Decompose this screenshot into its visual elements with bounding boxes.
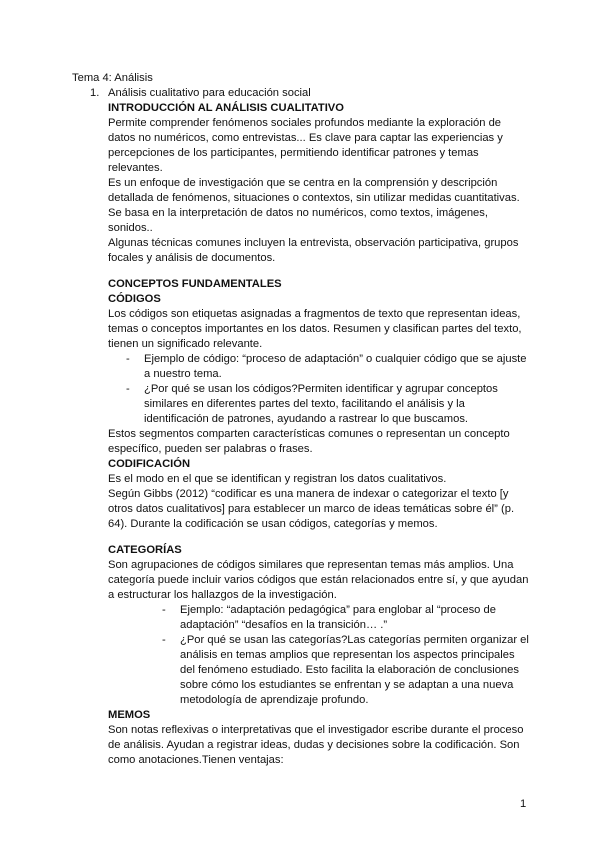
codigos-bullet-line: identificación de patrones, ayudando a rastrear lo que buscamos. — [144, 413, 469, 425]
intro-line: datos no numéricos, como entrevistas... Es clave para captar las experiencias y — [108, 132, 503, 144]
categorias-bullet-line: del fenómeno estudiado. Esto facilita la elaboración de conclusiones — [180, 664, 519, 676]
codigos-line: temas o conceptos importantes en los datos. Resumen y clasifican partes del texto, — [108, 323, 522, 335]
codigos-after-line: específico, pueden ser palabras o frases. — [108, 443, 313, 455]
codificacion-line: 64). Durante la codificación se usan códigos, categorías y memos. — [108, 518, 438, 530]
list-number: 1. — [90, 87, 100, 99]
intro-line: focales y análisis de documentos. — [108, 252, 276, 264]
categorias-bullet-line: sobre cómo los estudiantes se enfrentan y se adaptan a una nueva — [180, 679, 514, 691]
list-item-title: Análisis cualitativo para educación social — [108, 87, 311, 99]
codificacion-line: Según Gibbs (2012) “codificar es una manera de indexar o categorizar el texto [y — [108, 488, 509, 500]
memos-line: como anotaciones.Tienen ventajas: — [108, 754, 284, 766]
categorias-bullet-line: ¿Por qué se usan las categorías?Las categorías permiten organizar el — [180, 634, 529, 646]
intro-line: Se basa en la interpretación de datos no numéricos, como textos, imágenes, — [108, 207, 488, 219]
categorias-bullet-line: análisis en temas amplios que representan los aspectos principales — [180, 649, 515, 661]
intro-line: relevantes. — [108, 162, 163, 174]
codificacion-heading: CODIFICACIÓN — [108, 458, 191, 470]
intro-line: Es un enfoque de investigación que se centra en la comprensión y descripción — [108, 177, 498, 189]
categorias-line: categoría puede incluir varios códigos que están relacionados entre sí, y que ayudan — [108, 574, 529, 586]
codificacion-line: otros datos cualitativos] para establecer un marco de ideas temáticas sobre él” (p. — [108, 503, 515, 515]
codigos-bullet-line: similares en diferentes partes del texto, facilitando el análisis y la — [144, 398, 465, 410]
codigos-bullet-line: Ejemplo de código: “proceso de adaptación” o cualquier código que se ajuste — [144, 353, 527, 365]
categorias-line: a estructurar los hallazgos de la investigación. — [108, 589, 337, 601]
bullet-dash: - — [162, 604, 166, 616]
bullet-dash: - — [162, 634, 166, 646]
memos-heading: MEMOS — [108, 709, 151, 721]
codigos-bullet-line: ¿Por qué se usan los códigos?Permiten identificar y agrupar conceptos — [144, 383, 498, 395]
categorias-bullet-line: adaptación” “desafíos en la transición… .” — [180, 619, 388, 631]
memos-line: Son notas reflexivas o interpretativas que el investigador escribe durante el proceso — [108, 724, 524, 736]
categorias-heading: CATEGORÍAS — [108, 544, 182, 556]
intro-heading: INTRODUCCIÓN AL ANÁLISIS CUALITATIVO — [108, 102, 344, 114]
conceptos-heading: CONCEPTOS FUNDAMENTALES — [108, 278, 282, 290]
codigos-line: tienen un significado relevante. — [108, 338, 263, 350]
bullet-dash: - — [126, 383, 130, 395]
intro-line: detallada de fenómenos, situaciones o contextos, sin utilizar medidas cuantitativas. — [108, 192, 520, 204]
codigos-bullet-line: a nuestro tema. — [144, 368, 222, 380]
page-number: 1 — [520, 798, 527, 810]
categorias-bullet-line: Ejemplo: “adaptación pedagógica” para englobar al “proceso de — [180, 604, 496, 616]
codigos-after-line: Estos segmentos comparten características comunes o representan un concepto — [108, 428, 510, 440]
intro-line: Permite comprender fenómenos sociales profundos mediante la exploración de — [108, 117, 502, 129]
codigos-line: Los códigos son etiquetas asignadas a fragmentos de texto que representan ideas, — [108, 308, 521, 320]
bullet-dash: - — [126, 353, 130, 365]
intro-line: sonidos.. — [108, 222, 153, 234]
memos-line: de análisis. Ayudan a registrar ideas, dudas y decisiones sobre la codificación. Son — [108, 739, 520, 751]
categorias-bullet-line: metodología de aprendizaje profundo. — [180, 694, 369, 706]
codigos-heading: CÓDIGOS — [108, 293, 161, 305]
categorias-line: Son agrupaciones de códigos similares que representan temas más amplios. Una — [108, 559, 514, 571]
intro-line: Algunas técnicas comunes incluyen la entrevista, observación participativa, grupos — [108, 237, 519, 249]
intro-line: percepciones de los participantes, permitiendo identificar patrones y temas — [108, 147, 479, 159]
doc-title: Tema 4: Análisis — [72, 72, 153, 84]
codificacion-line: Es el modo en el que se identifican y registran los datos cualitativos. — [108, 473, 447, 485]
